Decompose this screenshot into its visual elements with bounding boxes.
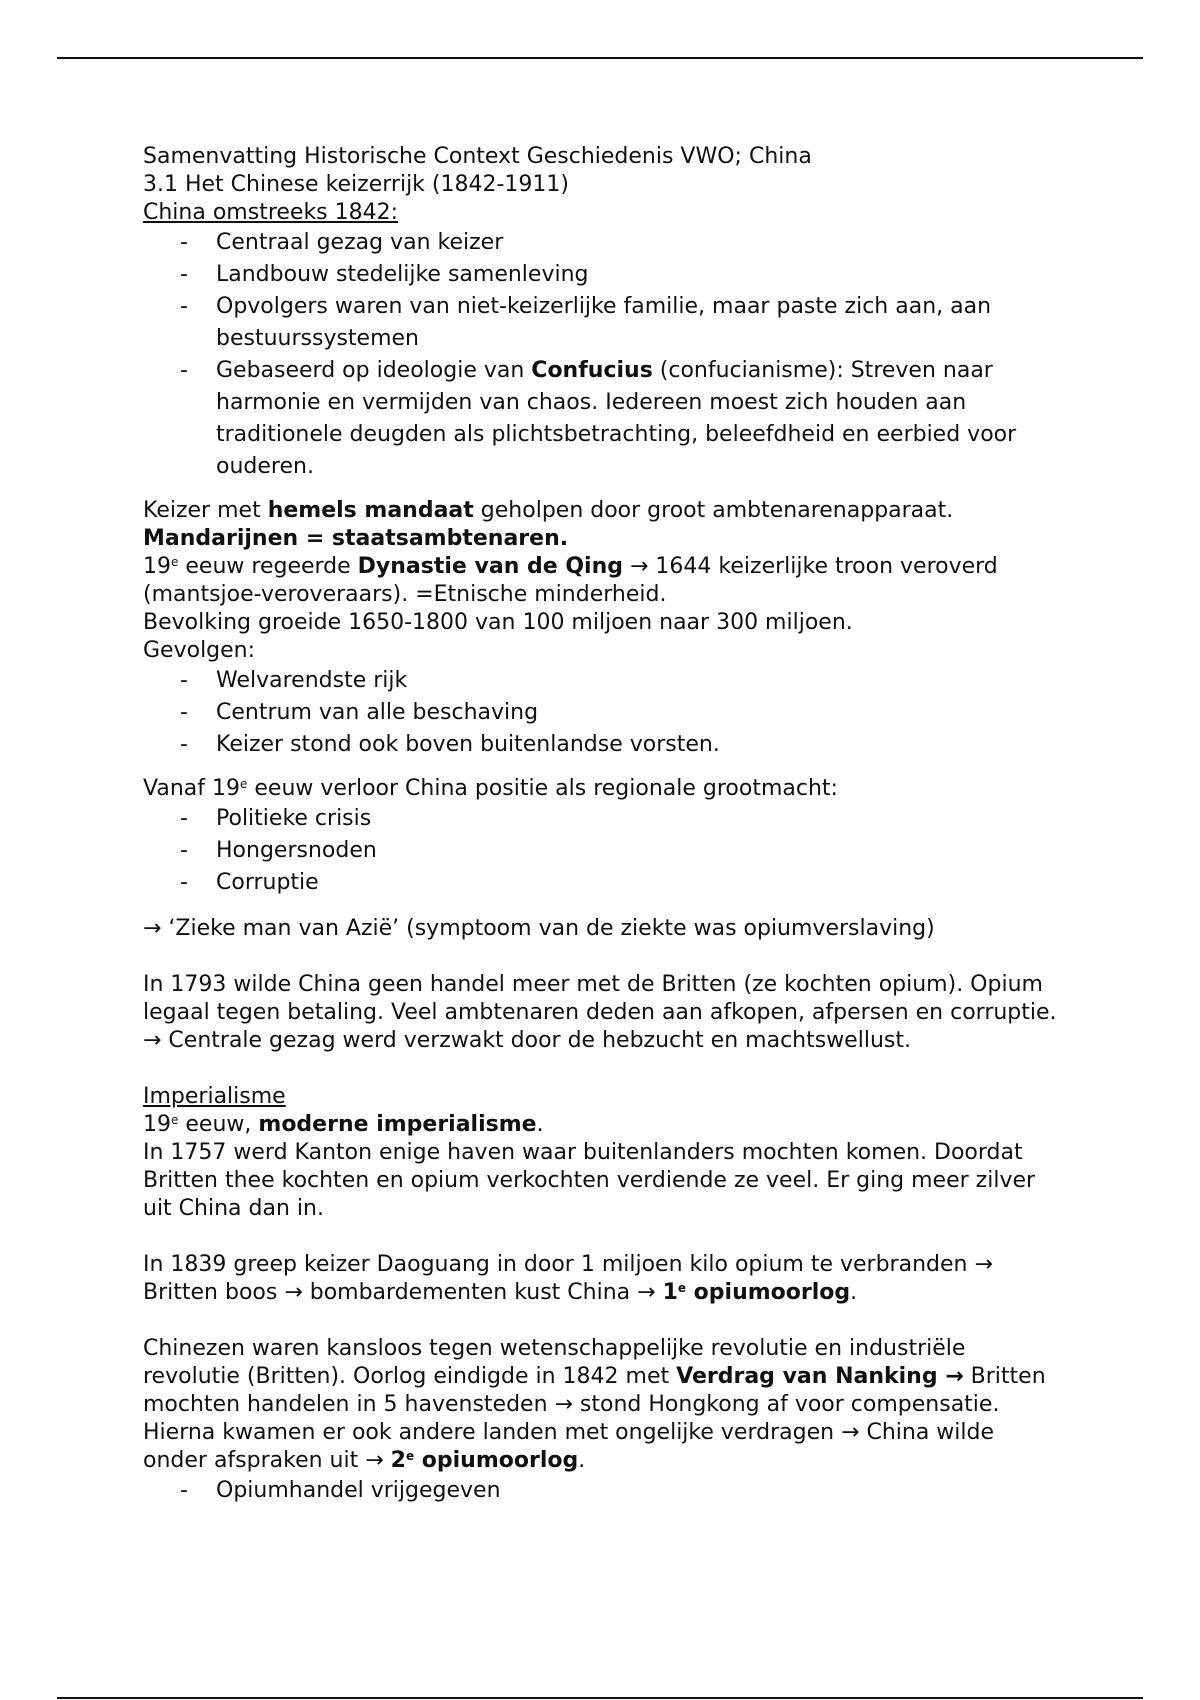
list-item: - Politieke crisis	[143, 803, 1063, 835]
list-item: - Hongersnoden	[143, 835, 1063, 867]
paragraph-trade-1793: In 1793 wilde China geen handel meer met de Britten (ze kochten opium). Opium legaal tegen betaling. Veel ambtenaren deden aan afkopen, afpersen en corruptie. → Centrale gezag werd verzwakt door de hebzucht en machtswellust.	[143, 972, 1057, 1053]
decline-list	[143, 803, 1063, 899]
subheading-china-1842: China omstreeks 1842:	[143, 200, 399, 225]
war2-list	[143, 1475, 1063, 1507]
list-item: - Keizer stond ook boven buitenlandse vorsten.	[143, 729, 1063, 761]
paragraph-kanton: In 1757 werd Kanton enige haven waar buitenlanders mochten komen. Doordat Britten thee kochten en opium verkochten verdiende ze veel. Er ging meer zilver uit China dan in.	[143, 1140, 1036, 1221]
paragraph-sick-man: → ‘Zieke man van Azië’ (symptoom van de ziekte was opiumverslaving)	[143, 916, 935, 941]
list-item: - Gebaseerd op ideologie van Confucius (confucianisme): Streven naar harmonie en vermijden van chaos. Iedereen moest zich houden aan traditionele deugden als plichtsbetrachting, beleefdheid en eerbied voor ouderen.	[143, 355, 1063, 483]
term-confucius: Confucius	[531, 358, 653, 383]
list-item: - Corruptie	[143, 867, 1063, 899]
gevolgen-list	[143, 665, 1063, 761]
paragraph-first-opium-war: In 1839 greep keizer Daoguang in door 1 miljoen kilo opium te verbranden → Britten boos → bombardementen kust China → $1^e$ opiumoorlog.	[143, 1252, 993, 1305]
term-opiumoorlog-1: opiumoorlog	[686, 1280, 851, 1305]
list-item: - Landbouw stedelijke samenleving	[143, 259, 1063, 291]
footer-rule	[57, 1697, 1143, 1699]
term-opiumoorlog-2: opiumoorlog	[414, 1448, 579, 1473]
list-item: - Opiumhandel vrijgegeven	[143, 1475, 1063, 1507]
list-item: - Opvolgers waren van niet-keizerlijke familie, maar paste zich aan, aan bestuurssystemen	[143, 291, 1063, 355]
paragraph-mandarijnen: Mandarijnen = staatsambtenaren.	[143, 526, 569, 551]
term-verdrag-nanking: Verdrag van Nanking →	[676, 1364, 964, 1389]
china-1842-list	[143, 227, 1063, 483]
list-item: - Centraal gezag van keizer	[143, 227, 1063, 259]
list-item: - Centrum van alle beschaving	[143, 697, 1063, 729]
paragraph-qing: 19e eeuw regeerde Dynastie van de Qing → 1644 keizerlijke troon veroverd (mantsjoe-veroveraars). =Etnische minderheid.	[143, 554, 998, 607]
paragraph-decline: Vanaf 19e eeuw verloor China positie als regionale grootmacht:	[143, 776, 838, 801]
term-hemels-mandaat: hemels mandaat	[267, 498, 474, 523]
paragraph-second-opium-war: Chinezen waren kansloos tegen wetenschappelijke revolutie en industriële revolutie (Britten). Oorlog eindigde in 1842 met Verdrag van Nanking → Britten mochten handelen in 5 havensteden → stond Hongkong af voor compensatie. Hierna kwamen er ook andere landen met ongelijke verdragen → China wilde onder afspraken uit → $2^e$ opiumoorlog.	[143, 1336, 1046, 1473]
header-rule	[57, 57, 1143, 59]
label-gevolgen: Gevolgen:	[143, 638, 256, 663]
term-moderne-imperialisme: moderne imperialisme	[258, 1112, 537, 1137]
paragraph-modern-imperialism: 19e eeuw, moderne imperialisme.	[143, 1112, 544, 1137]
subheading-imperialisme: Imperialisme	[143, 1084, 286, 1109]
list-item: - Welvarendste rijk	[143, 665, 1063, 697]
paragraph-mandate: Keizer met hemels mandaat geholpen door groot ambtenarenapparaat.	[143, 498, 954, 523]
section-heading: 3.1 Het Chinese keizerrijk (1842-1911)	[143, 172, 569, 197]
paragraph-population: Bevolking groeide 1650-1800 van 100 miljoen naar 300 miljoen.	[143, 610, 853, 635]
term-qing: Dynastie van de Qing	[357, 554, 624, 579]
document-body	[143, 143, 1063, 1507]
document-title: Samenvatting Historische Context Geschiedenis VWO; China	[143, 144, 812, 169]
